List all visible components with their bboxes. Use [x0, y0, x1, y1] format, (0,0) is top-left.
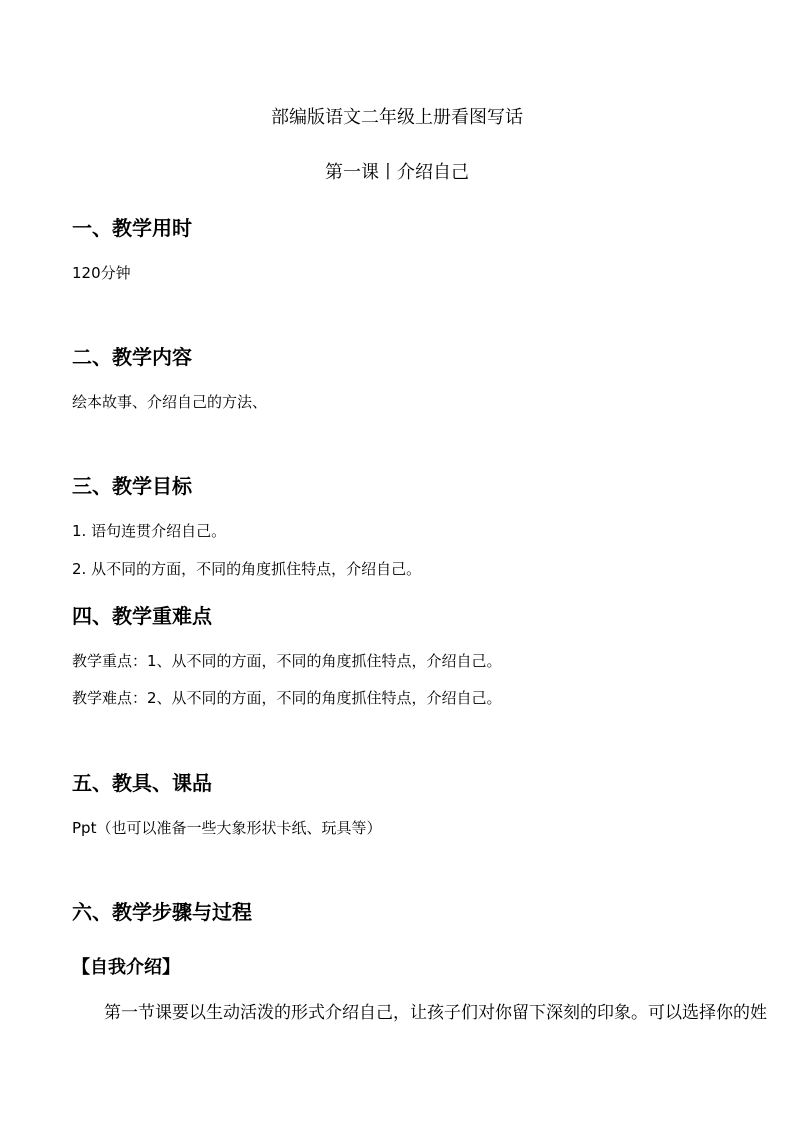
key-point-text: 教学重点：1、从不同的方面，不同的角度抓住特点，介绍自己。 [72, 652, 502, 670]
goal-item-2: 2. 从不同的方面，不同的角度抓住特点，介绍自己。 [72, 560, 422, 578]
lesson-title: 第一课丨介绍自己 [325, 162, 469, 183]
section-text-materials: Ppt（也可以准备一些大象形状卡纸、玩具等） [72, 819, 382, 837]
section-heading-goals: 三、教学目标 [72, 474, 192, 498]
document-title: 部编版语文二年级上册看图写话 [271, 107, 523, 128]
section-heading-key-points: 四、教学重难点 [72, 604, 212, 628]
section-heading-content: 二、教学内容 [72, 345, 192, 369]
paragraph-self-intro: 第一节课要以生动活泼的形式介绍自己，让孩子们对你留下深刻的印象。可以选择你的姓 [104, 1003, 767, 1023]
section-heading-time: 一、教学用时 [72, 216, 192, 240]
subsection-heading-self-intro: 【自我介绍】 [72, 957, 180, 978]
section-text-time: 120分钟 [72, 264, 131, 282]
section-heading-materials: 五、教具、课品 [72, 771, 212, 795]
difficult-point-text: 教学难点：2、从不同的方面，不同的角度抓住特点，介绍自己。 [72, 689, 502, 707]
goal-item-1: 1. 语句连贯介绍自己。 [72, 522, 227, 540]
section-heading-steps: 六、教学步骤与过程 [72, 900, 252, 924]
section-text-content: 绘本故事、介绍自己的方法、 [72, 393, 268, 411]
